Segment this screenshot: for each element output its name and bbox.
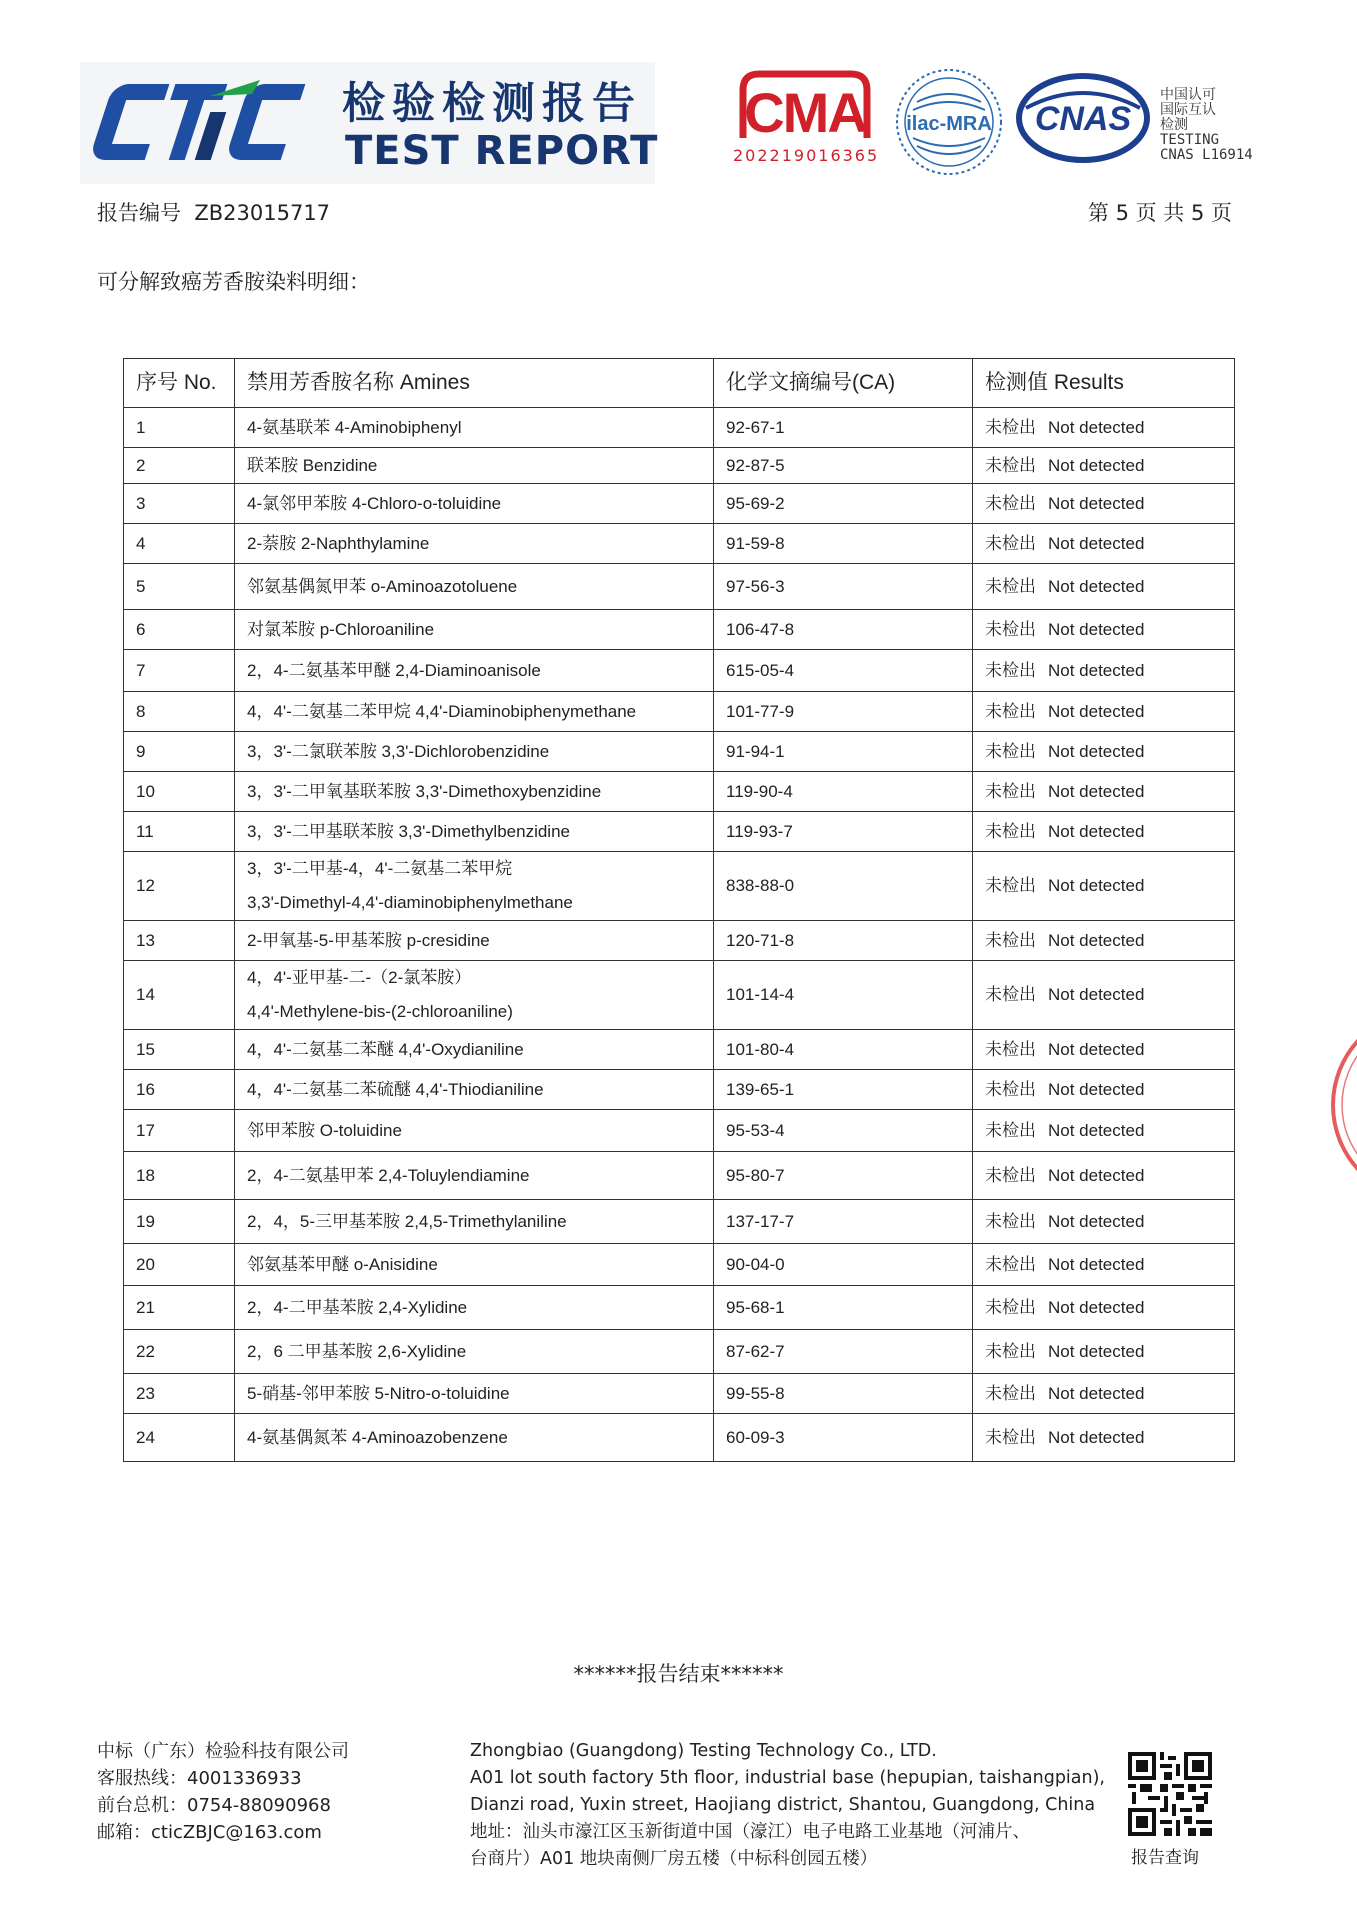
cell-cas-number: 106-47-8 (714, 610, 973, 650)
result-en: Not detected (1048, 1165, 1145, 1185)
cell-result (973, 1152, 1235, 1200)
hotline: 客服热线：4001336933 (97, 1768, 302, 1789)
cell-amine-name (235, 1374, 714, 1414)
cnas-caption-line: 中国认可 (1160, 87, 1216, 103)
cell-no: 1 (124, 408, 235, 448)
amine-name-line: 2，4，5-三甲基苯胺 2,4,5-Trimethylaniline (247, 1211, 567, 1231)
result-en: Not detected (1048, 619, 1145, 639)
result-cn: 未检出 (985, 1165, 1036, 1185)
cell-result (973, 1110, 1235, 1152)
cell-cas-number: 119-90-4 (714, 772, 973, 812)
amine-name-line: 3，3'-二甲氧基联苯胺 3,3'-Dimethoxybenzidine (247, 781, 602, 801)
table-row (124, 772, 1235, 812)
cell-no: 23 (124, 1374, 235, 1414)
result-cn: 未检出 (985, 1120, 1036, 1140)
report-end-marker: ******报告结束****** (573, 1662, 784, 1686)
result-cn: 未检出 (985, 619, 1036, 639)
cma-mark-icon (733, 68, 877, 144)
cell-amine-name (235, 692, 714, 732)
result-en: Not detected (1048, 781, 1145, 801)
cell-amine-name (235, 1414, 714, 1462)
result-cn: 未检出 (985, 493, 1036, 513)
result-en: Not detected (1048, 876, 1145, 895)
cell-result (973, 1200, 1235, 1244)
table-row (124, 448, 1235, 484)
table-row (124, 564, 1235, 610)
result-cn: 未检出 (985, 821, 1036, 841)
address-en-line: Dianzi road, Yuxin street, Haojiang district, Shantou, Guangdong, China (470, 1795, 1096, 1815)
result-en: Not detected (1048, 701, 1145, 721)
result-cn: 未检出 (985, 660, 1036, 680)
cell-no: 16 (124, 1070, 235, 1110)
cell-no: 11 (124, 812, 235, 852)
page-info: 第 5 页 共 5 页 (1087, 201, 1232, 225)
amine-name-line: 2，4-二甲基苯胺 2,4-Xylidine (247, 1297, 468, 1317)
cell-no: 21 (124, 1286, 235, 1330)
result-en: Not detected (1048, 1383, 1145, 1403)
email: 邮箱：cticZBJC@163.com (97, 1822, 322, 1843)
cell-cas-number: 95-53-4 (714, 1110, 973, 1152)
cell-result (973, 408, 1235, 448)
amine-name-line: 2，4-二氨基甲苯 2,4-Toluylendiamine (247, 1165, 530, 1185)
cell-cas-number: 101-14-4 (714, 961, 973, 1030)
amine-name-line: 4,4'-Methylene-bis-(2-chloroaniline) (247, 1002, 513, 1021)
amine-name-line: 3，3'-二氯联苯胺 3,3'-Dichlorobenzidine (247, 741, 550, 761)
header-amines: 禁用芳香胺名称 Amines (235, 359, 714, 408)
header-cas: 化学文摘编号(CA) (714, 359, 973, 408)
table-row (124, 1110, 1235, 1152)
cell-no: 4 (124, 524, 235, 564)
cell-result (973, 1244, 1235, 1286)
ilac-mra-icon (893, 66, 1005, 178)
result-cn: 未检出 (985, 781, 1036, 801)
cell-result (973, 961, 1235, 1030)
cell-no: 8 (124, 692, 235, 732)
result-en: Not detected (1048, 417, 1145, 437)
cell-amine-name (235, 1244, 714, 1286)
cell-result (973, 650, 1235, 692)
cell-result (973, 1030, 1235, 1070)
cell-amine-name (235, 1070, 714, 1110)
table-row (124, 921, 1235, 961)
amine-name-line: 对氯苯胺 p-Chloroaniline (247, 619, 435, 639)
cell-cas-number: 838-88-0 (714, 852, 973, 921)
cell-amine-name (235, 772, 714, 812)
result-cn: 未检出 (985, 1039, 1036, 1059)
cell-result (973, 484, 1235, 524)
ilac-text: ilac-MRA (906, 113, 992, 135)
cell-result (973, 1330, 1235, 1374)
cell-result (973, 524, 1235, 564)
table-row (124, 1244, 1235, 1286)
cnas-mark-icon (1016, 72, 1150, 164)
amine-name-line: 2-萘胺 2-Naphthylamine (247, 533, 430, 553)
result-cn: 未检出 (985, 701, 1036, 721)
address-en-line: A01 lot south factory 5th floor, industrial base (hepupian, taishangpian), (470, 1768, 1105, 1788)
cell-amine-name (235, 408, 714, 448)
cell-cas-number: 95-80-7 (714, 1152, 973, 1200)
result-cn: 未检出 (985, 1254, 1036, 1274)
table-row (124, 1030, 1235, 1070)
cell-cas-number: 101-77-9 (714, 692, 973, 732)
cell-cas-number: 97-56-3 (714, 564, 973, 610)
cell-no: 2 (124, 448, 235, 484)
cell-result (973, 772, 1235, 812)
amine-name-line: 3，3'-二甲基联苯胺 3,3'-Dimethylbenzidine (247, 821, 570, 841)
table-row (124, 961, 1235, 1030)
result-en: Not detected (1048, 741, 1145, 761)
cell-cas-number: 119-93-7 (714, 812, 973, 852)
cell-result (973, 564, 1235, 610)
cell-amine-name (235, 921, 714, 961)
table-row (124, 1200, 1235, 1244)
report-query-qr-icon[interactable] (1128, 1752, 1212, 1836)
cell-cas-number: 92-87-5 (714, 448, 973, 484)
cell-cas-number: 60-09-3 (714, 1414, 973, 1462)
cell-amine-name (235, 610, 714, 650)
result-en: Not detected (1048, 533, 1145, 553)
cell-cas-number: 95-68-1 (714, 1286, 973, 1330)
cell-amine-name (235, 732, 714, 772)
cell-cas-number: 101-80-4 (714, 1030, 973, 1070)
report-title-cn: 检验检测报告 (342, 79, 642, 129)
amine-name-line: 邻氨基偶氮甲苯 o-Aminoazotoluene (247, 576, 518, 596)
result-en: Not detected (1048, 660, 1145, 680)
qr-label: 报告查询 (1131, 1848, 1199, 1868)
company-name-cn: 中标（广东）检验科技有限公司 (97, 1741, 349, 1762)
cell-no: 9 (124, 732, 235, 772)
cell-no: 7 (124, 650, 235, 692)
report-number-label: 报告编号 (97, 201, 181, 225)
result-cn: 未检出 (985, 533, 1036, 553)
cell-cas-number: 87-62-7 (714, 1330, 973, 1374)
amine-name-line: 邻甲苯胺 O-toluidine (247, 1120, 402, 1140)
cell-amine-name (235, 812, 714, 852)
cell-result (973, 692, 1235, 732)
table-header-row (124, 359, 1235, 408)
result-en: Not detected (1048, 576, 1145, 596)
section-heading: 可分解致癌芳香胺染料明细： (97, 270, 370, 294)
cell-no: 18 (124, 1152, 235, 1200)
cell-no: 6 (124, 610, 235, 650)
amine-name-line: 4，4'-亚甲基-二-（2-氯苯胺） (247, 968, 472, 987)
table-row (124, 1070, 1235, 1110)
cnas-caption-line: TESTING (1160, 132, 1220, 148)
amine-name-line: 2-甲氧基-5-甲基苯胺 p-cresidine (247, 930, 490, 950)
cell-no: 5 (124, 564, 235, 610)
amine-name-line: 3,3'-Dimethyl-4,4'-diaminobiphenylmethane (247, 893, 573, 912)
table-row (124, 852, 1235, 921)
cell-cas-number: 92-67-1 (714, 408, 973, 448)
cnas-caption-line: 国际互认 (1160, 102, 1216, 118)
cell-no: 17 (124, 1110, 235, 1152)
cell-cas-number: 615-05-4 (714, 650, 973, 692)
table-row (124, 1152, 1235, 1200)
cell-amine-name (235, 564, 714, 610)
cell-cas-number: 91-94-1 (714, 732, 973, 772)
cell-amine-name (235, 852, 714, 921)
cell-no: 10 (124, 772, 235, 812)
cell-result (973, 1286, 1235, 1330)
cnas-caption-line: 检测 (1160, 117, 1188, 133)
cell-result (973, 812, 1235, 852)
amine-name-line: 4-氯邻甲苯胺 4-Chloro-o-toluidine (247, 493, 502, 513)
cell-no: 12 (124, 852, 235, 921)
cell-cas-number: 137-17-7 (714, 1200, 973, 1244)
cell-result (973, 732, 1235, 772)
table-row (124, 1414, 1235, 1462)
report-number (97, 197, 330, 227)
amine-name-line: 4-氨基偶氮苯 4-Aminoazobenzene (247, 1427, 508, 1447)
table-row (124, 1330, 1235, 1374)
amine-name-line: 3，3'-二甲基-4，4'-二氨基二苯甲烷 (247, 859, 513, 878)
cell-result (973, 448, 1235, 484)
table-row (124, 1286, 1235, 1330)
cell-no: 13 (124, 921, 235, 961)
cell-result (973, 921, 1235, 961)
result-cn: 未检出 (985, 985, 1036, 1004)
result-en: Not detected (1048, 1120, 1145, 1140)
address-cn-line: 地址：汕头市濠江区玉新街道中国（濠江）电子电路工业基地（河浦片、 (470, 1822, 1030, 1842)
cell-cas-number: 91-59-8 (714, 524, 973, 564)
cell-no: 20 (124, 1244, 235, 1286)
cnas-caption-line: CNAS L16914 (1160, 147, 1253, 163)
amine-name-line: 4，4'-二氨基二苯醚 4,4'-Oxydianiline (247, 1039, 524, 1059)
cell-amine-name (235, 650, 714, 692)
cell-amine-name (235, 1152, 714, 1200)
result-cn: 未检出 (985, 876, 1036, 895)
amine-name-line: 4-氨基联苯 4-Aminobiphenyl (247, 417, 462, 437)
cell-cas-number: 139-65-1 (714, 1070, 973, 1110)
cell-no: 3 (124, 484, 235, 524)
cell-amine-name (235, 484, 714, 524)
result-cn: 未检出 (985, 1383, 1036, 1403)
result-en: Not detected (1048, 985, 1145, 1004)
result-en: Not detected (1048, 1211, 1145, 1231)
amine-name-line: 4，4'-二氨基二苯甲烷 4,4'-Diaminobiphenymethane (247, 701, 637, 721)
amine-name-line: 5-硝基-邻甲苯胺 5-Nitro-o-toluidine (247, 1383, 510, 1403)
table-row (124, 524, 1235, 564)
cma-number: 202219016365 (733, 146, 880, 165)
result-en: Not detected (1048, 1341, 1145, 1361)
table-row (124, 732, 1235, 772)
cell-no: 15 (124, 1030, 235, 1070)
result-cn: 未检出 (985, 455, 1036, 475)
table-row (124, 484, 1235, 524)
result-cn: 未检出 (985, 576, 1036, 596)
cell-no: 19 (124, 1200, 235, 1244)
table-row (124, 812, 1235, 852)
cell-cas-number: 90-04-0 (714, 1244, 973, 1286)
result-cn: 未检出 (985, 930, 1036, 950)
result-cn: 未检出 (985, 741, 1036, 761)
cell-amine-name (235, 448, 714, 484)
table-row (124, 650, 1235, 692)
table-row (124, 408, 1235, 448)
amine-name-line: 4，4'-二氨基二苯硫醚 4,4'-Thiodianiline (247, 1079, 544, 1099)
result-en: Not detected (1048, 1427, 1145, 1447)
amine-results-table (123, 358, 1235, 1462)
result-en: Not detected (1048, 821, 1145, 841)
cell-no: 22 (124, 1330, 235, 1374)
company-seal-icon (1318, 1010, 1357, 1200)
amine-name-line: 联苯胺 Benzidine (247, 455, 378, 475)
result-en: Not detected (1048, 1079, 1145, 1099)
cell-cas-number: 95-69-2 (714, 484, 973, 524)
cell-cas-number: 99-55-8 (714, 1374, 973, 1414)
amine-name-line: 邻氨基苯甲醚 o-Anisidine (247, 1254, 438, 1274)
address-cn-line: 台商片）A01 地块南侧厂房五楼（中标科创园五楼） (470, 1849, 878, 1869)
cell-result (973, 852, 1235, 921)
report-title-en: TEST REPORT (345, 128, 659, 174)
result-en: Not detected (1048, 455, 1145, 475)
cma-text: CMA (744, 81, 866, 144)
cell-result (973, 1414, 1235, 1462)
result-cn: 未检出 (985, 1341, 1036, 1361)
header-no: 序号 No. (124, 359, 235, 408)
front-desk-phone: 前台总机：0754-88090968 (97, 1795, 331, 1816)
cell-no: 24 (124, 1414, 235, 1462)
result-en: Not detected (1048, 1297, 1145, 1317)
cell-cas-number: 120-71-8 (714, 921, 973, 961)
table-row (124, 610, 1235, 650)
cell-result (973, 1070, 1235, 1110)
amine-name-line: 2，6 二甲基苯胺 2,6-Xylidine (247, 1341, 467, 1361)
result-en: Not detected (1048, 493, 1145, 513)
amine-name-line: 2，4-二氨基苯甲醚 2,4-Diaminoanisole (247, 660, 541, 680)
footer-address (470, 1738, 1105, 1873)
cell-amine-name (235, 1200, 714, 1244)
cell-amine-name (235, 1330, 714, 1374)
cnas-text: CNAS (1034, 100, 1132, 138)
result-en: Not detected (1048, 1039, 1145, 1059)
cell-no: 14 (124, 961, 235, 1030)
table-row (124, 692, 1235, 732)
table-row (124, 1374, 1235, 1414)
result-cn: 未检出 (985, 1079, 1036, 1099)
header-results: 检测值 Results (973, 359, 1235, 408)
result-cn: 未检出 (985, 417, 1036, 437)
cnas-caption (1160, 88, 1253, 163)
cell-result (973, 1374, 1235, 1414)
cell-amine-name (235, 1286, 714, 1330)
result-cn: 未检出 (985, 1427, 1036, 1447)
footer-contact-cn (97, 1738, 349, 1846)
cell-amine-name (235, 1110, 714, 1152)
ctic-logo (92, 76, 332, 168)
cell-result (973, 610, 1235, 650)
cell-amine-name (235, 524, 714, 564)
result-en: Not detected (1048, 930, 1145, 950)
cell-amine-name (235, 961, 714, 1030)
company-name-en: Zhongbiao (Guangdong) Testing Technology Co., LTD. (470, 1741, 937, 1761)
result-cn: 未检出 (985, 1297, 1036, 1317)
result-cn: 未检出 (985, 1211, 1036, 1231)
cell-amine-name (235, 1030, 714, 1070)
result-en: Not detected (1048, 1254, 1145, 1274)
report-number-value: ZB23015717 (194, 201, 331, 225)
